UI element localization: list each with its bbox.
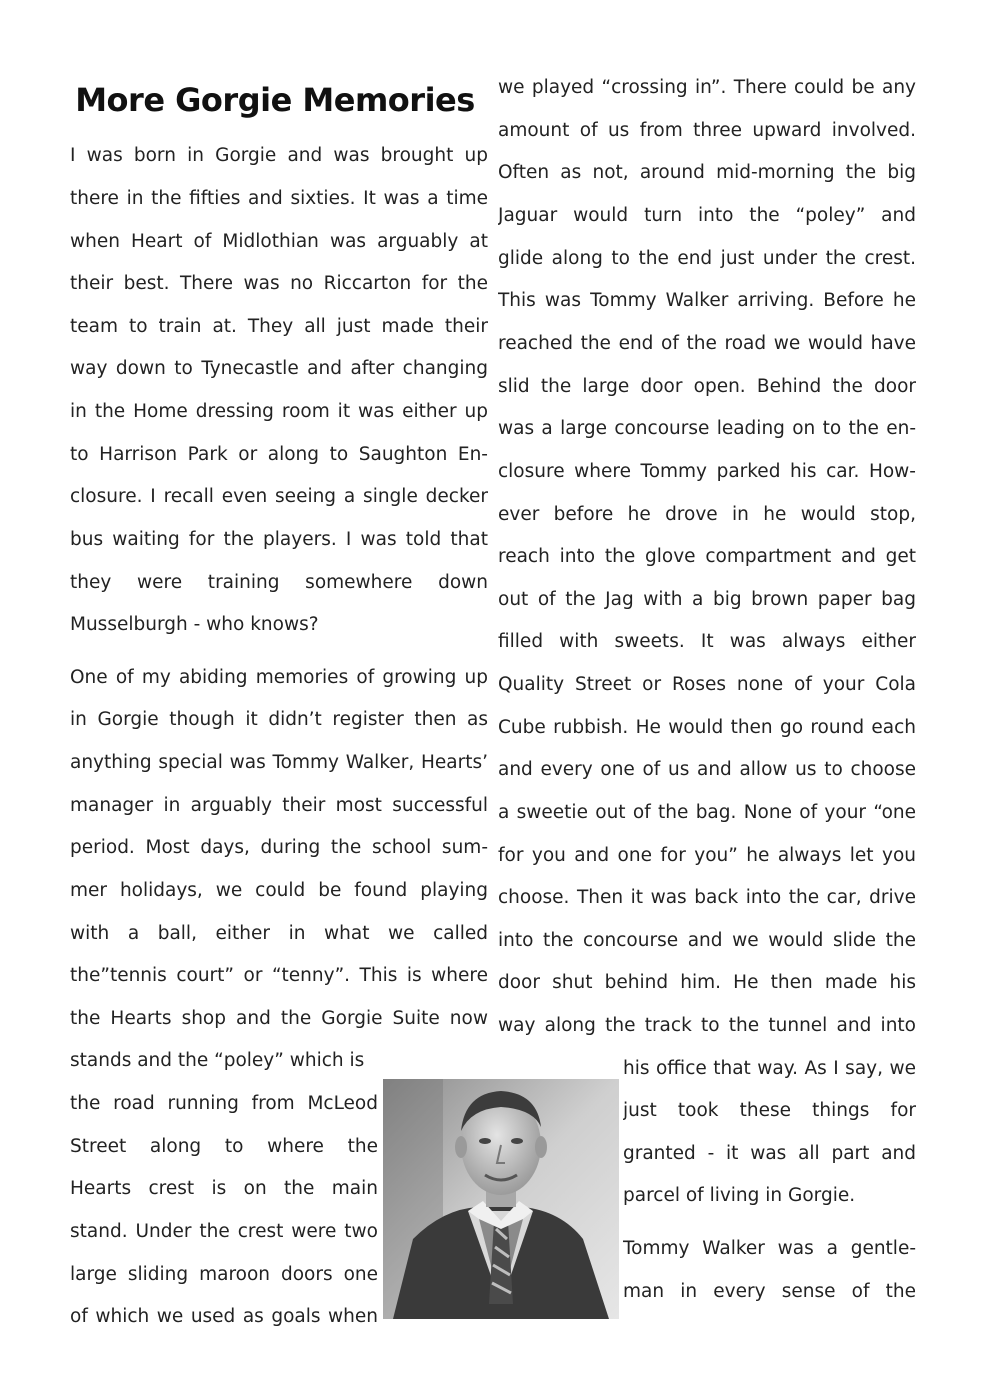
text-line: Tommy Walker was a gentle-	[623, 1238, 916, 1259]
text-line: his office that way. As I say, we	[623, 1058, 916, 1079]
text-line: their best. There was no Riccarton for the	[70, 273, 488, 294]
text-line: stand. Under the crest were two	[70, 1221, 378, 1242]
text-line: Quality Street or Roses none of your Cola	[498, 674, 916, 695]
text-line: to Harrison Park or along to Saughton En-	[70, 444, 488, 465]
text-line: and every one of us and allow us to choose	[498, 759, 916, 780]
text-line: This was Tommy Walker arriving. Before he	[498, 290, 916, 311]
text-line: large sliding maroon doors one	[70, 1264, 378, 1285]
text-line: Street along to where the	[70, 1136, 378, 1157]
text-line: closure. I recall even seeing a single decker	[70, 486, 488, 507]
text-line: just took these things for	[623, 1100, 916, 1121]
text-line: I was born in Gorgie and was brought up	[70, 145, 488, 166]
text-line: bus waiting for the players. I was told that	[70, 529, 488, 550]
text-line: mer holidays, we could be found playing	[70, 880, 488, 901]
text-line: team to train at. They all just made their	[70, 316, 488, 337]
text-line: we played “crossing in”. There could be any	[498, 77, 916, 98]
text-line: the road running from McLeod	[70, 1093, 378, 1114]
text-line: closure where Tommy parked his car. How-	[498, 461, 916, 482]
text-line: period. Most days, during the school sum-	[70, 837, 488, 858]
text-line: into the concourse and we would slide the	[498, 930, 916, 951]
text-line: Cube rubbish. He would then go round each	[498, 717, 916, 738]
text-line: with a ball, either in what we called	[70, 923, 488, 944]
text-line: Hearts crest is on the main	[70, 1178, 378, 1199]
text-line: man in every sense of the	[623, 1281, 916, 1302]
text-line: way down to Tynecastle and after changing	[70, 358, 488, 379]
text-line: Often as not, around mid-morning the big	[498, 162, 916, 183]
text-line: a sweetie out of the bag. None of your “one	[498, 802, 916, 823]
text-line: glide along to the end just under the crest.	[498, 248, 916, 269]
text-line: out of the Jag with a big brown paper bag	[498, 589, 916, 610]
text-line: for you and one for you” he always let you	[498, 845, 916, 866]
text-line: manager in arguably their most successful	[70, 795, 488, 816]
text-line: in Gorgie though it didn’t register then as	[70, 709, 488, 730]
text-line: the”tennis court” or “tenny”. This is where	[70, 965, 488, 986]
portrait-photo	[383, 1079, 619, 1319]
text-line: of which we used as goals when	[70, 1306, 378, 1327]
text-line: Musselburgh - who knows?	[70, 614, 319, 635]
text-line: in the Home dressing room it was either up	[70, 401, 488, 422]
text-line: there in the fifties and sixties. It was a time	[70, 188, 488, 209]
text-line: when Heart of Midlothian was arguably at	[70, 231, 488, 252]
text-line: amount of us from three upward involved.	[498, 120, 916, 141]
text-line: ever before he drove in he would stop,	[498, 504, 916, 525]
text-line: parcel of living in Gorgie.	[623, 1185, 856, 1206]
text-line: way along the track to the tunnel and into	[498, 1015, 916, 1036]
text-line: door shut behind him. He then made his	[498, 972, 916, 993]
article-title: More Gorgie Memories	[75, 81, 475, 119]
text-line: they were training somewhere down	[70, 572, 488, 593]
text-line: Jaguar would turn into the “poley” and	[498, 205, 916, 226]
text-line: stands and the “poley” which is	[70, 1050, 365, 1071]
text-line: reached the end of the road we would have	[498, 333, 916, 354]
text-line: One of my abiding memories of growing up	[70, 667, 488, 688]
text-line: was a large concourse leading on to the en-	[498, 418, 916, 439]
text-line: granted - it was all part and	[623, 1143, 916, 1164]
text-line: filled with sweets. It was always either	[498, 631, 916, 652]
text-line: anything special was Tommy Walker, Hearts’	[70, 752, 488, 773]
text-line: the Hearts shop and the Gorgie Suite now	[70, 1008, 488, 1029]
text-line: choose. Then it was back into the car, drive	[498, 887, 916, 908]
text-line: reach into the glove compartment and get	[498, 546, 916, 567]
text-line: slid the large door open. Behind the door	[498, 376, 916, 397]
